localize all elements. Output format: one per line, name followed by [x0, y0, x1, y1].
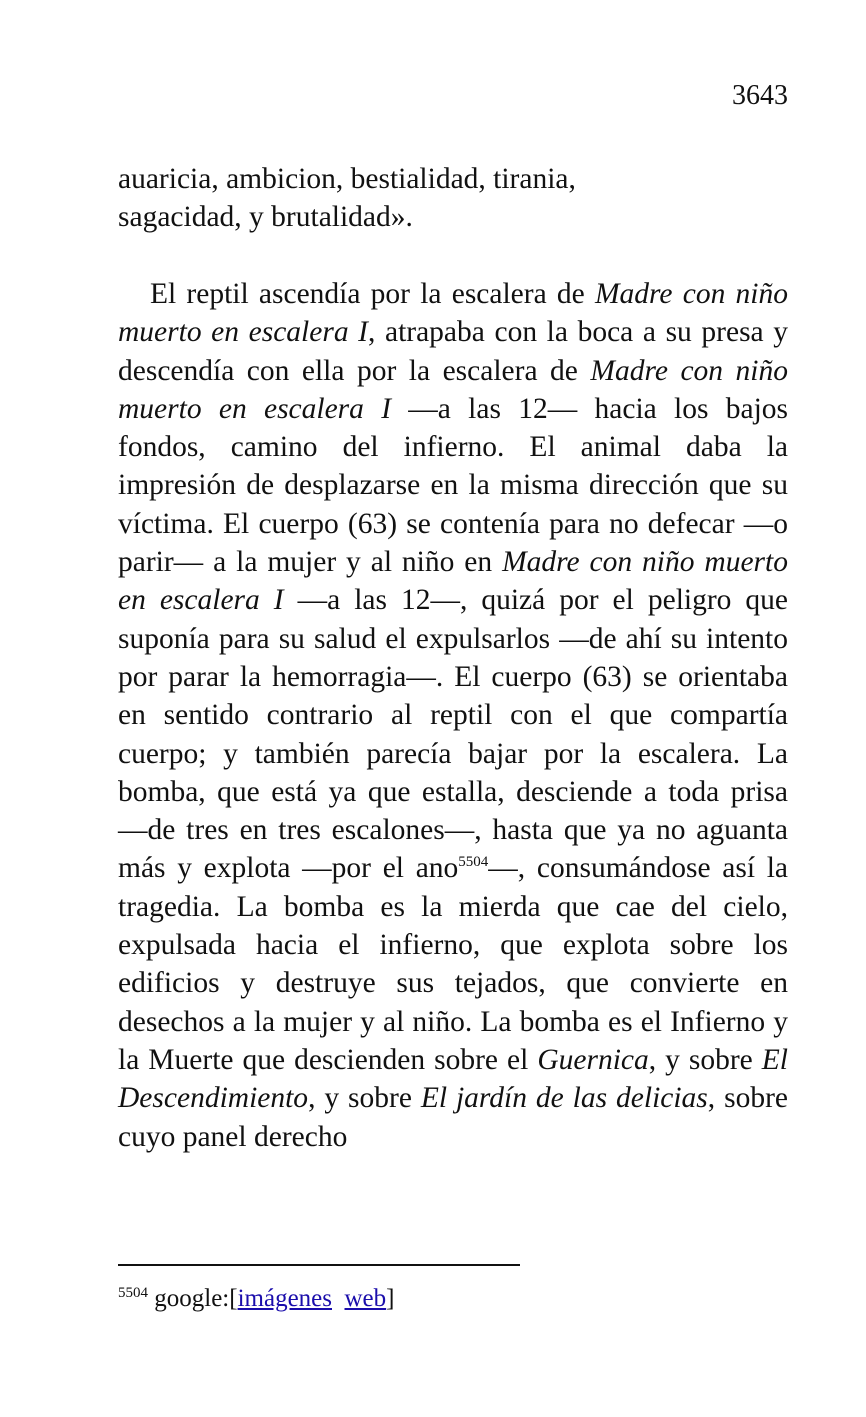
- footnote-number: 5504: [118, 1285, 148, 1301]
- text-segment: , y sobre: [648, 1043, 762, 1076]
- footnote-reference[interactable]: 5504: [458, 854, 489, 871]
- text-segment: , atrapaba con la boca a su presa y descendía con ella por la escalera de: [118, 316, 788, 387]
- paragraph-continuation: [118, 160, 788, 236]
- paragraph-line: sagacidad, y brutalidad».: [118, 201, 413, 233]
- text-segment: El reptil ascendía por la escalera de: [150, 278, 595, 310]
- footnote-divider: [118, 1264, 520, 1266]
- footnote-prefix: google:[: [148, 1285, 238, 1312]
- text-segment: , sobre cuyo panel derecho: [118, 1082, 788, 1153]
- text-segment: —a las 12—, quizá por el peligro que suponía para su salud el expulsarlos —de ahí su intento por parar la hemorragia—. El cuerpo (63) se orientaba en sentido contrario al reptil con el que compartía cuerpo; y también parecía bajar por la escalera. La bomba, que está ya que estalla, desciende a toda prisa —de tres en tres escalones—, hasta que ya no aguanta más y explota —por el ano: [118, 584, 788, 885]
- page-number: 3643: [732, 80, 788, 111]
- artwork-title: Madre con niño muerto en escalera I: [118, 354, 788, 425]
- footnote: [118, 1284, 394, 1314]
- text-segment: —, consumándose así la tragedia. La bomba es la mierda que cae del cielo, expulsada hacia el infierno, que explota sobre los edificios y destruye sus tejados, que convierte en desechos a la mujer y al niño. La bomba es el Infierno y la Muerte que descienden sobre el: [118, 852, 789, 1076]
- web-search-link[interactable]: web: [344, 1285, 387, 1312]
- artwork-title: El Descendimiento: [118, 1043, 788, 1115]
- artwork-title: Madre con niño muerto en escalera I: [118, 278, 788, 349]
- images-search-link[interactable]: imágenes: [237, 1285, 332, 1312]
- artwork-title: Guernica: [537, 1043, 649, 1076]
- footnote-suffix: ]: [386, 1285, 395, 1312]
- main-paragraph: [118, 275, 788, 1156]
- text-segment: , y sobre: [308, 1082, 421, 1115]
- paragraph-line: auaricia, ambicion, bestialidad, tirania,: [118, 163, 576, 195]
- artwork-title: Madre con niño muerto en escalera I: [118, 546, 788, 617]
- text-segment: —a las 12— hacia los bajos fondos, camino del infierno. El animal daba la impresión de desplazarse en la misma dirección que su víctima. El cuerpo (63) se contenía para no defecar —o parir— a la mujer y al niño en: [118, 392, 788, 579]
- artwork-title: El jardín de las delicias: [420, 1082, 708, 1115]
